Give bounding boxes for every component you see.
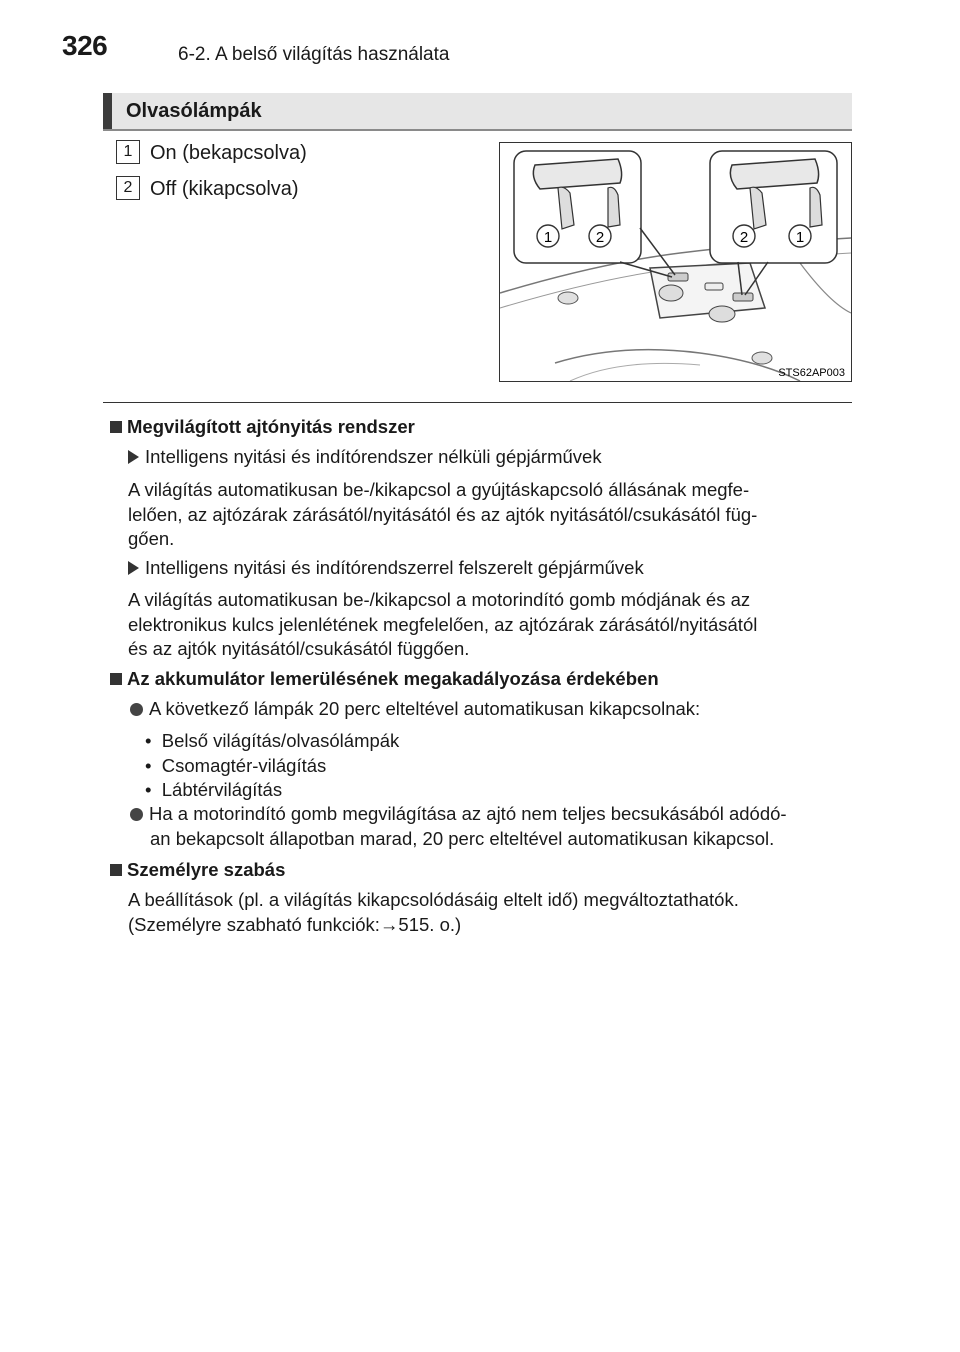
callout-right-1: 2 xyxy=(739,229,749,246)
section-divider xyxy=(103,402,852,403)
reading-lamp-illustration xyxy=(499,142,852,382)
step-2-text: Off (kikapcsolva) xyxy=(150,178,299,200)
step-1-text: On (bekapcsolva) xyxy=(150,142,307,164)
heading-customization: Személyre szabás xyxy=(110,858,285,883)
list-item: • Lábtérvilágítás xyxy=(145,779,283,800)
battery-item-1: A következő lámpák 20 perc elteltével automatikusan kikapcsolnak: xyxy=(130,697,700,722)
page-reference-link[interactable]: 515. o.) xyxy=(398,913,462,935)
triangle-bullet-icon xyxy=(128,561,139,575)
paragraph-without-smart-key: A világítás automatikusan be-/kikapcsol a gyújtáskapcsoló állásának megfe- lelően, az ajtózárak zárásától/nyitásától és az ajtók nyitásától/csukásától füg- gően. xyxy=(128,479,758,549)
paragraph-with-smart-key: A világítás automatikusan be-/kikapcsol a motorindító gomb módjának és az elektronikus kulcs jelenlétének megfelelően, az ajtózárak zárásától/nyitásától és az ajtók nyitásától/csukásától függően. xyxy=(128,589,758,659)
heading-battery-saver: Az akkumulátor lemerülésének megakadályozása érdekében xyxy=(110,667,659,692)
figure-code: STS62AP003 xyxy=(778,367,845,379)
callout-left-1: 1 xyxy=(543,229,553,246)
customization-paragraph: A beállítások (pl. a világítás kikapcsolódásáig eltelt idő) megváltoztathatók. (Személyre szabható funkciók:→515. o.) xyxy=(128,889,739,935)
step-1-badge: 1 xyxy=(116,140,140,164)
chapter-title: 6-2. A belső világítás használata xyxy=(178,44,450,65)
section-underline xyxy=(103,129,852,131)
reading-lamp-drawing xyxy=(500,143,851,381)
square-bullet-icon xyxy=(110,864,122,876)
page-number: 326 xyxy=(62,30,108,61)
subheading-without-smart-key: Intelligens nyitási és indítórendszer nélküli gépjárművek xyxy=(128,445,602,470)
step-2-badge: 2 xyxy=(116,176,140,200)
page-reference-arrow-icon: → xyxy=(379,913,399,935)
list-item: • Csomagtér-világítás xyxy=(145,754,327,776)
circle-bullet-icon xyxy=(130,703,143,716)
square-bullet-icon xyxy=(110,673,122,685)
lamp-list xyxy=(145,729,399,803)
heading-illuminated-entry: Megvilágított ajtónyitás rendszer xyxy=(110,415,415,440)
battery-item-2: Ha a motorindító gomb megvilágítása az ajtó nem teljes becsukásából adódó- an bekapcsolt állapotban marad, 20 perc elteltével automatikusan kikapcsol. xyxy=(130,802,787,851)
square-bullet-icon xyxy=(110,421,122,433)
section-heading-bar xyxy=(103,93,852,131)
triangle-bullet-icon xyxy=(128,450,139,464)
list-item: • Belső világítás/olvasólámpák xyxy=(145,730,400,751)
subheading-with-smart-key: Intelligens nyitási és indítórendszerrel felszerelt gépjárművek xyxy=(128,556,644,581)
section-title: Olvasólámpák xyxy=(126,100,262,122)
callout-right-2: 1 xyxy=(795,229,805,246)
callout-left-2: 2 xyxy=(595,229,605,246)
circle-bullet-icon xyxy=(130,808,143,821)
